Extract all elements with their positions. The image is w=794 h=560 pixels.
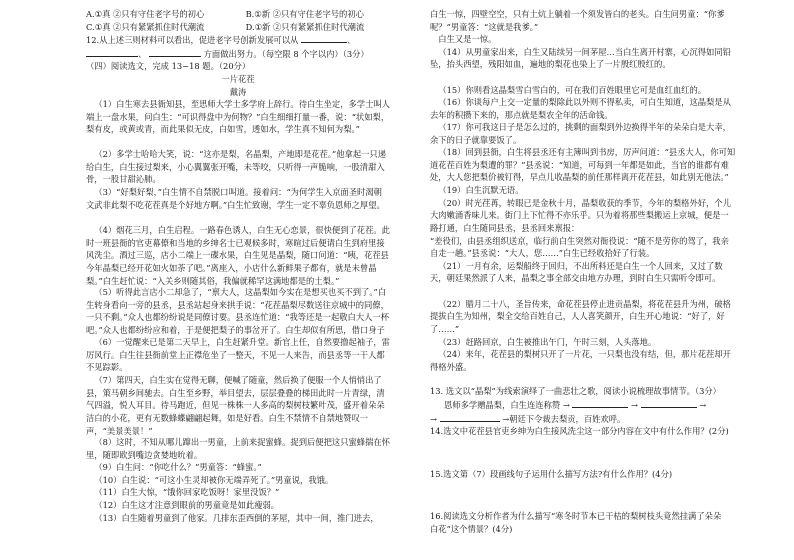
question-13-flow: 恩师多学赠晶梨，白生连连称赞 → → → xyxy=(444,399,707,410)
paragraph: （18）回到县衙，白生将县丞还有主簿叫到书房，厉声问道：“县丞大人，你可知道花茬百姓为梨遭的罪？”县丞说：“知道，可每到一年都是如此，当官的谁都有难处，大人您把梨价被钉得，早点儿收晶梨的前任那样离开花茬县，如此别无他法。” xyxy=(430,147,736,183)
paragraph: （10）白生说：“可这小生灵却被你无端弄死了。”男童说，我饿。 xyxy=(94,474,334,485)
paragraph: （2）多学士哈哈大笑，说：“这亦是梨，名晶梨，产地即是花茬。”他拿起一只递给白生，白生接过梨来，小心翼翼张开嘴，未等咬，只听得一声脆响，一股清甜入骨，一股甘甜沁肺。 xyxy=(86,149,387,185)
right-column xyxy=(430,8,736,536)
paragraph: （7）第四天，白生实在觉得无聊，便喊了随童，然后换了便服一个人悄悄出了县，策马朝乡间驰去。白生至乡野，举目望去，层层叠叠的梯田此时一片青绿，清气四溢，悦人耳目。待马跑近，但见一株株一人多高的梨树枝繁叶茂，盛开着朵朵洁白的小花，更有无数蜂蝶翩翩起舞，如是好看。白生不禁情不自禁地赞叹一声，“美景美景！” xyxy=(86,375,385,436)
paragraph: （11）白生大惊，“饿你回家吃饭呀！家里没饭？” xyxy=(94,487,280,498)
paragraph: 白生一惊，四壁空空，只有土炕上躺着一个须发皆白的老头。白生问男童：“你爹呢？”男童答：“这就是我爹。” xyxy=(430,9,725,32)
paragraph: （14）从男童家出来，白生又陆续另一间茅屋…当白生离开村寨，心沉得如同铅坠，抬头西望，残阳如血，遍地的梨花也染上了一片殷红殷红的。 xyxy=(430,46,731,70)
paragraph: （6）一觉醒来已是第二天早上，白生赶紧升堂。新官上任，自然要撸起袖子，雷厉风行。白生往县衙前堂上正襟危坐了一整天，不见一人来告，而县丞等一干人都不见踪影。 xyxy=(86,337,390,373)
left-column xyxy=(86,8,390,524)
story-title: 一片花茬 xyxy=(221,73,255,84)
question-15: 15.选文第（7）段画线句子运用什么描写方法?有什么作用？(4分) xyxy=(430,468,673,479)
option-row xyxy=(86,21,390,34)
question-13-flow-2: → →朝廷下令裁去梨贡，百姓欢呼。 xyxy=(430,413,626,424)
paragraph: （1）白生寒去县衙知县，至思师大学士多学府上辞行。待白生坐定，多学士叫人端上一盘水果，问白生：“可识得盘中为何物？”白生细细打量一番，说：“状如梨，梨有皮，或黄或青，而此果似无皮，白如雪，透如水，学生真不知何为梨。” xyxy=(86,99,390,135)
paragraph: （4）烟花三月，白生启程。一路春色诱人，白生无心恋景，很快便到了花茬。此时一班县衙的官吏幕僚和当地的乡绅名士已观候多时，寒暄过后便请白生到府里接风洗尘。酒过三巡，店小二端上一碟水果，白生见是晶梨，随口问道：“咦，花茬县今年晶梨已经开花如火如荼了吧。”离座入，小店什么新鲜果子都有，就是未曾晶梨。”白生赶忙说：“入关乡则随其俗，我偏就稀罕这满地都是的土梨。” xyxy=(86,225,390,286)
question-12-cont: 、 方面做出努力。（每空限 8 个字以内）（3分） xyxy=(86,47,390,61)
option-c: C.①真 ②只有紧紧抓住时代潮流 xyxy=(86,21,205,32)
paragraph: （24）来年，花茬县的梨树只开了一片花，一只梨也没有结，但，那片花茬却开得格外盛。 xyxy=(430,349,731,372)
paragraph: （3）“好梨好梨，”白生情不自禁脱口叫道。接着问：“为何学生入京面圣时渴朝文武非此梨不吃花茬真是个好地方啊。”白生忙致谢，学生一定不辜负恩师之厚望。 xyxy=(86,187,385,210)
option-a: A.①真 ②只有守住老字号的初心 xyxy=(86,9,205,19)
paragraph: “差役们，由县丞组织送京，临行前白生突然对衙役说：“随不是劳你的驾了，我亲自走一趟。”县丞说：“大人，您……”白生已经收拾好了行装。 xyxy=(430,235,729,259)
paragraph: （12）白生这才注意到眼前的男童竟是如此瘦弱。 xyxy=(94,499,280,510)
paragraph: （23）赶路回京，白生被推出午门，午时三刻，人头落地。 xyxy=(438,336,657,347)
paragraph: （16）你谈每户上交一定量的梨除此以外则不得私卖，可白生知道，这晶梨是从去年的积攒下来的，那点就是梨农全年的活命钱。 xyxy=(430,97,731,120)
paragraph: （20）时光荏苒，转眼已是金秋十月，晶梨收获的季节，今年的梨格外好，个儿大肉嫩涌香味儿来。街门上下忙得不亦乐乎。只为着将那些梨搬运上京城，便是一路打通，白生随同县丞，县丞回来禀报： xyxy=(430,197,731,233)
answer-blank[interactable] xyxy=(86,47,138,57)
option-b: B.①新 ②只有守住老字号的初心 xyxy=(245,9,364,19)
paragraph: （13）白生随着男童到了他家。几排东歪西倒的茅屋，其中一间，推门进去， xyxy=(94,512,379,523)
story-author: 戴涛 xyxy=(229,86,247,97)
paragraph: （22）腊月二十八，圣旨传来，命花茬县停止进贡晶梨，将花茬县升为州，破格提拔白生为知州，梨全交给百姓自己，人人喜笑颜开，白生开心地说：“好了，好了……” xyxy=(430,298,731,334)
paragraph: （15）你则看这晶梨雪白雪白的，可在我们百姓眼里它可是血红血红的。 xyxy=(438,84,707,95)
paragraph: （5）听得此言店小二却急了，“禀大人，这晶梨如今实在是想买也买不到了。”白生转身看向一旁的县丞，县丞站起身来拱手说：“花茬晶梨尽数送往京城中的同僚，一只不剩。”众人也都纷纷说是同僚讨要。县丞连忙道：“我等还是一起敬白大人一杯吧。”众人也都纷纷应和着，于是便把梨子的事岔开了。白生却似有所思，借口身子 xyxy=(86,287,390,335)
option-row xyxy=(86,8,390,21)
answer-blank[interactable] xyxy=(440,412,500,422)
section-heading: （四）阅读选文，完成 13~18 题。（20分） xyxy=(86,61,251,72)
question-16-cont: 白花”这个情景？(4分) xyxy=(430,523,513,534)
paragraph: （19）白生沉默无语。 xyxy=(438,185,524,196)
option-d: D.①新 ②只有紧紧抓住时代潮流 xyxy=(245,21,365,32)
paragraph: （9）白生问：“你吃什么？”男童答：“蜂蜜。” xyxy=(94,462,262,473)
answer-blank[interactable] xyxy=(641,398,697,408)
paragraph: （8）这时，不知从哪儿蹿出一男童，上前来捉蜜蜂。捉到后便把这只蜜蜂揣在怀里，随即欧到嘴边贪婪地吮着。 xyxy=(86,437,390,460)
answer-blank[interactable] xyxy=(301,33,347,43)
question-13: 13. 选文以“晶梨”为线索演绎了一曲悲壮之歌，阅读小说梳理故事情节。（3分） xyxy=(430,386,721,397)
paragraph: 白生又是一惊。 xyxy=(438,34,497,44)
answer-blank[interactable] xyxy=(149,47,201,57)
question-14: 14.选文中花茬县官吏乡绅为白生接风洗尘这一部分内容在文中有什么作用？(2分) xyxy=(430,426,729,437)
question-16: 16.阅读选文分析作者为什么描写“寒冬时节本已干枯的梨树枝头竟然挂满了朵朵 xyxy=(430,511,722,522)
answer-blank[interactable] xyxy=(572,398,628,408)
question-12: 12.从上述三则材料可以看出，促进老字号创新发展可以从 、 xyxy=(86,35,356,46)
paragraph: （21）一月有余，运梨船终于回归，不出所料还是白生一个人回来，又过了数天，朝廷果然派了人来，晶梨之事全部交由地方办理，到时白生只需听令即可。 xyxy=(430,260,723,284)
paragraph: （17）你可我这日子是怎么过的，挑剩的面梨到外边换得半年的朵朵白是大幸，余下的日子就靠要饭了。 xyxy=(430,122,731,145)
